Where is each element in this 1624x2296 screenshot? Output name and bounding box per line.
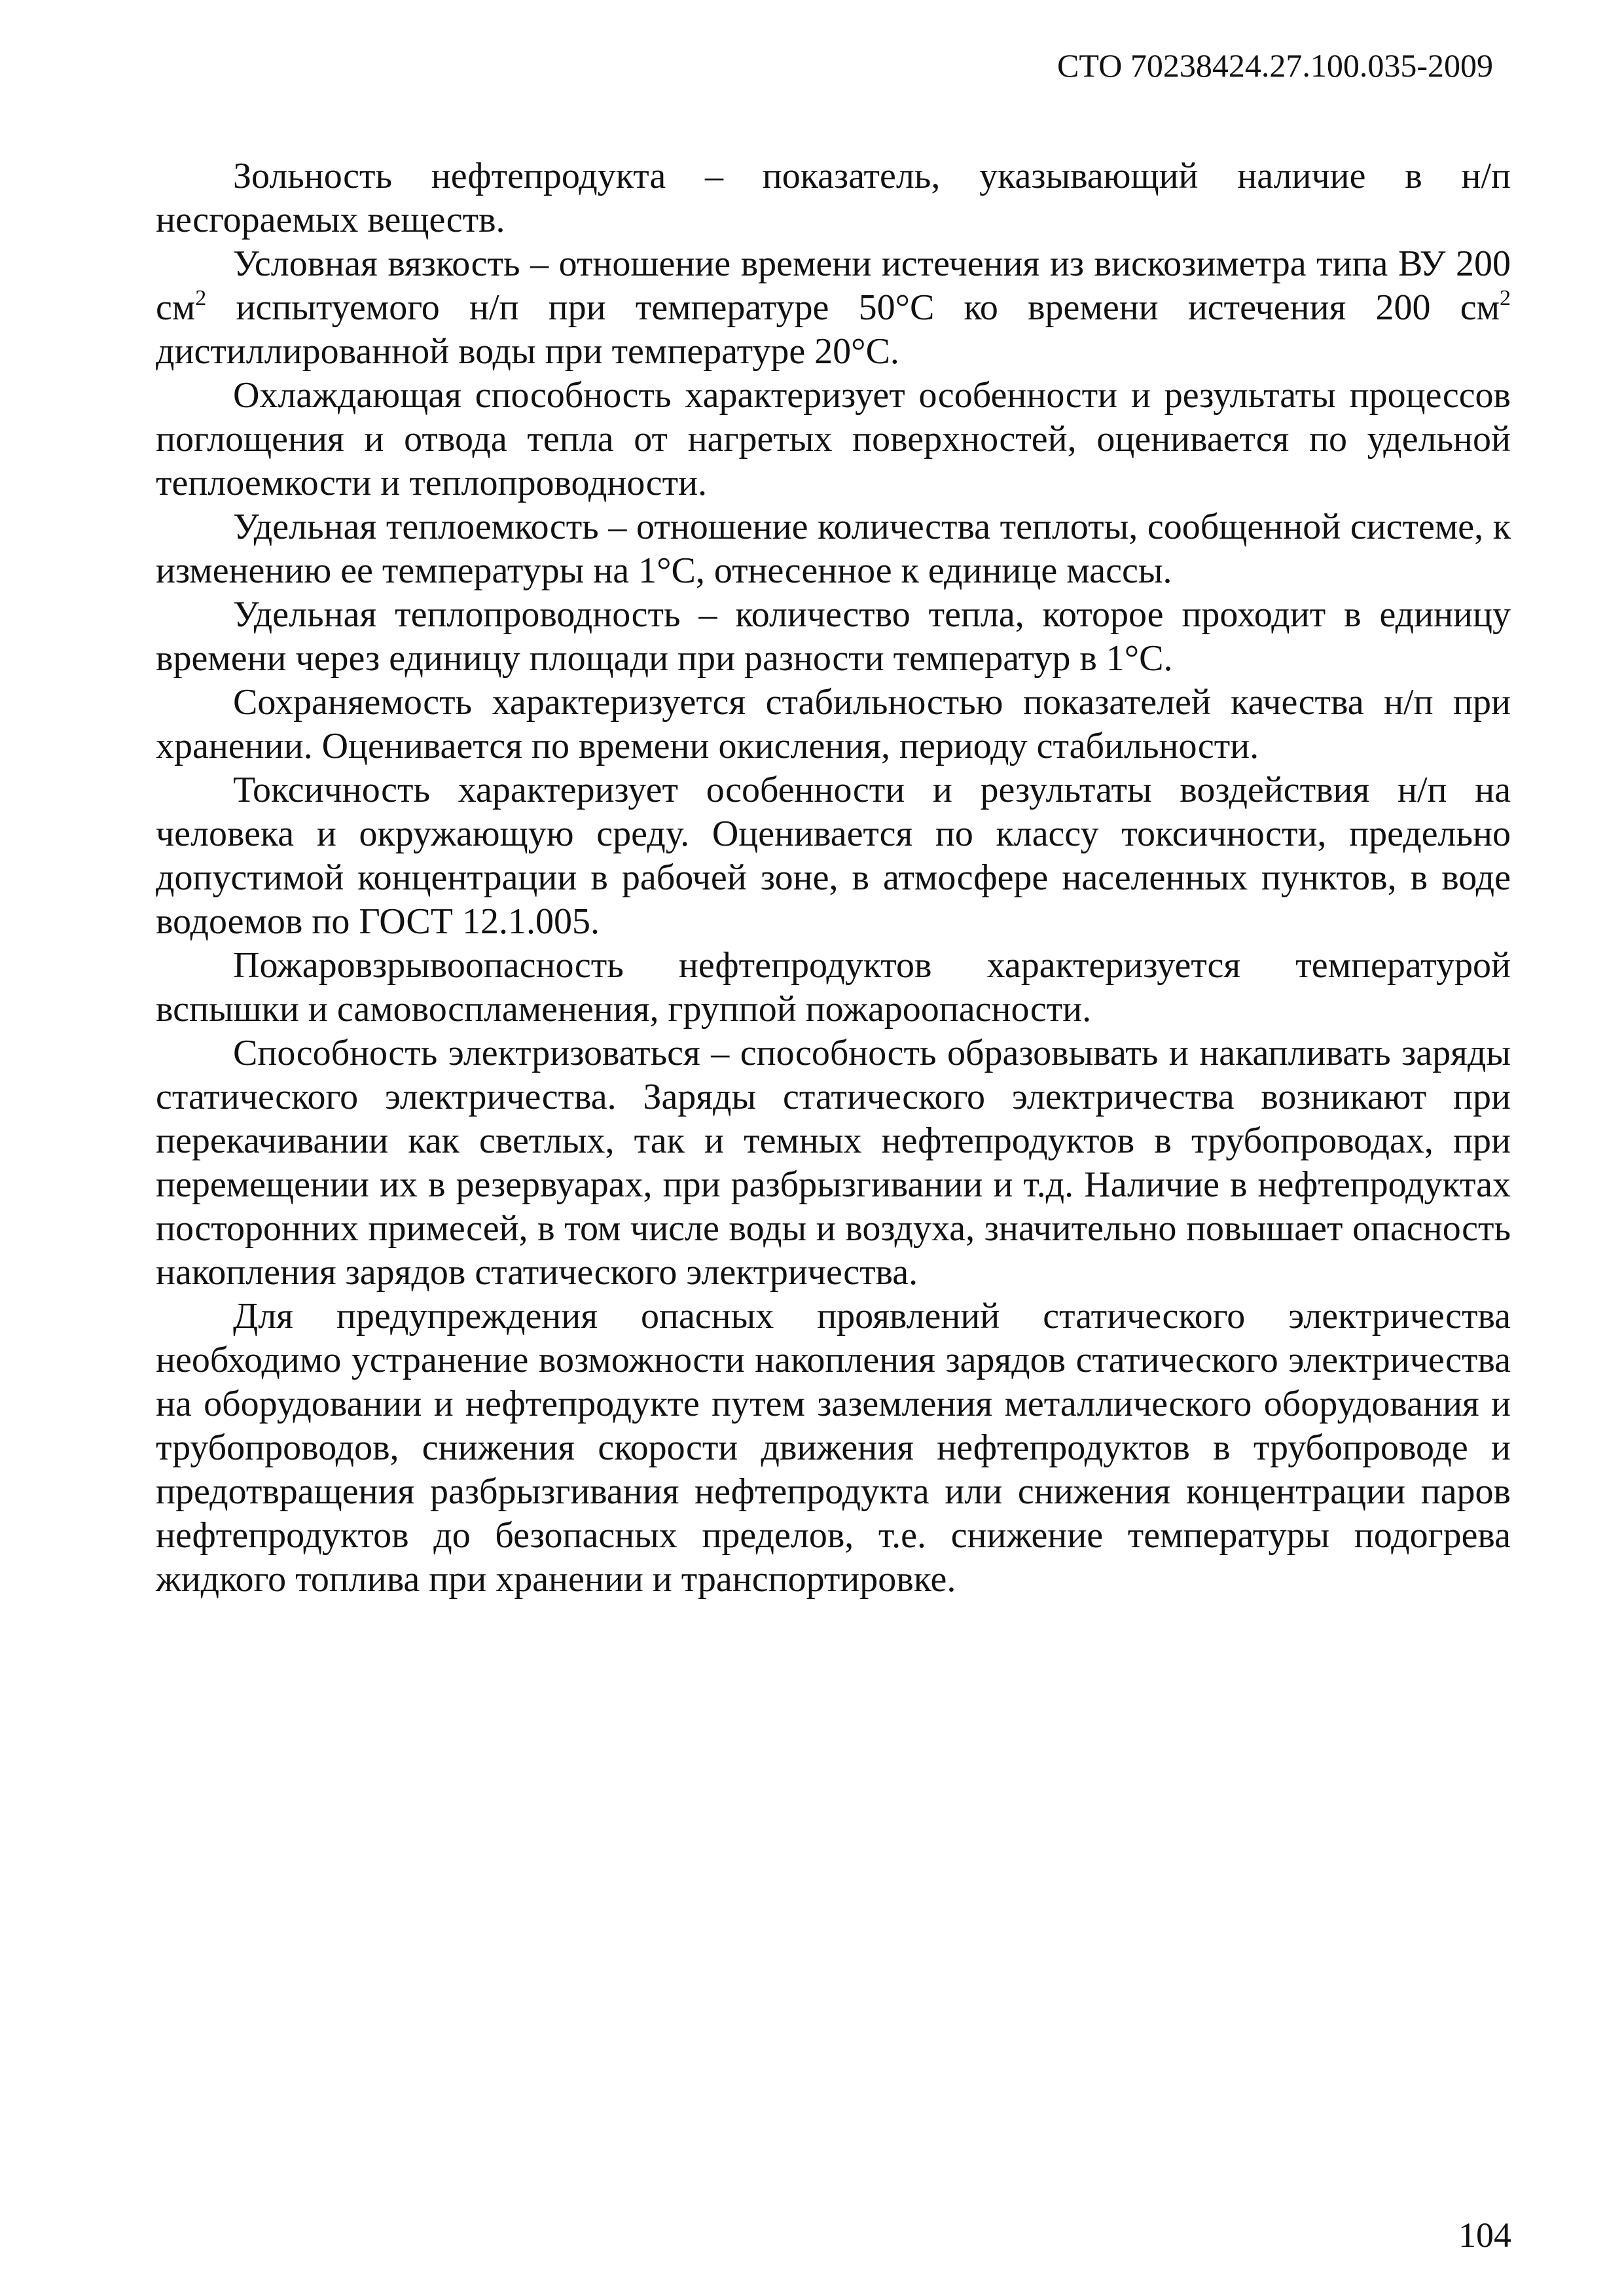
paragraph-electrification: Способность электризоваться – способность образовывать и накапливать заряды статического электричества. Заряды статического электричества возникают при перекачивании как светлых, так и темных нефтепродуктов в трубопроводах, при перемещении их в резервуарах, при разбрызгивании и т.д. Наличие в нефтепродуктах посторонних примесей, в том числе воды и воздуха, значительно повышает опасность накопления зарядов статического электричества.: [156, 1033, 1511, 1293]
viscosity-text-part-3: дистиллированной воды при температуре 20°С.: [156, 331, 899, 372]
paragraph-ash-content: Зольность нефтепродукта – показатель, указывающий наличие в н/п несгораемых веществ.: [156, 156, 1511, 240]
paragraph-conditional-viscosity: [156, 242, 1511, 374]
viscosity-text-part-1: Условная вязкость – отношение времени истечения из вискозиметра типа ВУ 200 см: [156, 243, 1511, 328]
superscript-square-2: 2: [1500, 286, 1511, 310]
paragraph-toxicity: Токсичность характеризует особенности и результаты воздействия н/п на человека и окружающую среду. Оценивается по классу токсичности, предельно допустимой концентрации в рабочей зоне, в атмосфере населенных пунктов, в воде водоемов по ГОСТ 12.1.005.: [156, 770, 1511, 942]
paragraph-specific-thermal-conductivity: Удельная теплопроводность – количество тепла, которое проходит в единицу времени через единицу площади при разности температур в 1°С.: [156, 594, 1511, 679]
paragraph-specific-heat-capacity: Удельная теплоемкость – отношение количества теплоты, сообщенной системе, к изменению ее температуры на 1°С, отнесенное к единице массы.: [156, 507, 1511, 591]
paragraph-static-prevention: Для предупреждения опасных проявлений статического электричества необходимо устранение возможности накопления зарядов статического электричества на оборудовании и нефтепродукте путем заземления металлического оборудования и трубопроводов, снижения скорости движения нефтепродуктов в трубопроводе и предотвращения разбрызгивания нефтепродукта или снижения концентрации паров нефтепродуктов до безопасных пределов, т.е. снижение температуры подогрева жидкого топлива при хранении и транспортировке.: [156, 1296, 1511, 1600]
page-number: 104: [1458, 2215, 1511, 2255]
superscript-square-1: 2: [195, 286, 207, 310]
paragraph-fire-explosion-hazard: Пожаровзрывоопасность нефтепродуктов характеризуется температурой вспышки и самовоспламенения, группой пожароопасности.: [156, 945, 1511, 1030]
document-code: СТО 70238424.27.100.035-2009: [1057, 47, 1493, 84]
document-body: [156, 154, 1511, 1602]
viscosity-text-part-2: испытуемого н/п при температуре 50°С ко времени истечения 200 см: [206, 287, 1500, 328]
paragraph-storage-stability: Сохраняемость характеризуется стабильностью показателей качества н/п при хранении. Оценивается по времени окисления, периоду стабильности.: [156, 682, 1511, 766]
paragraph-cooling-capacity: Охлаждающая способность характеризует особенности и результаты процессов поглощения и отвода тепла от нагретых поверхностей, оценивается по удельной теплоемкости и теплопроводности.: [156, 375, 1511, 503]
